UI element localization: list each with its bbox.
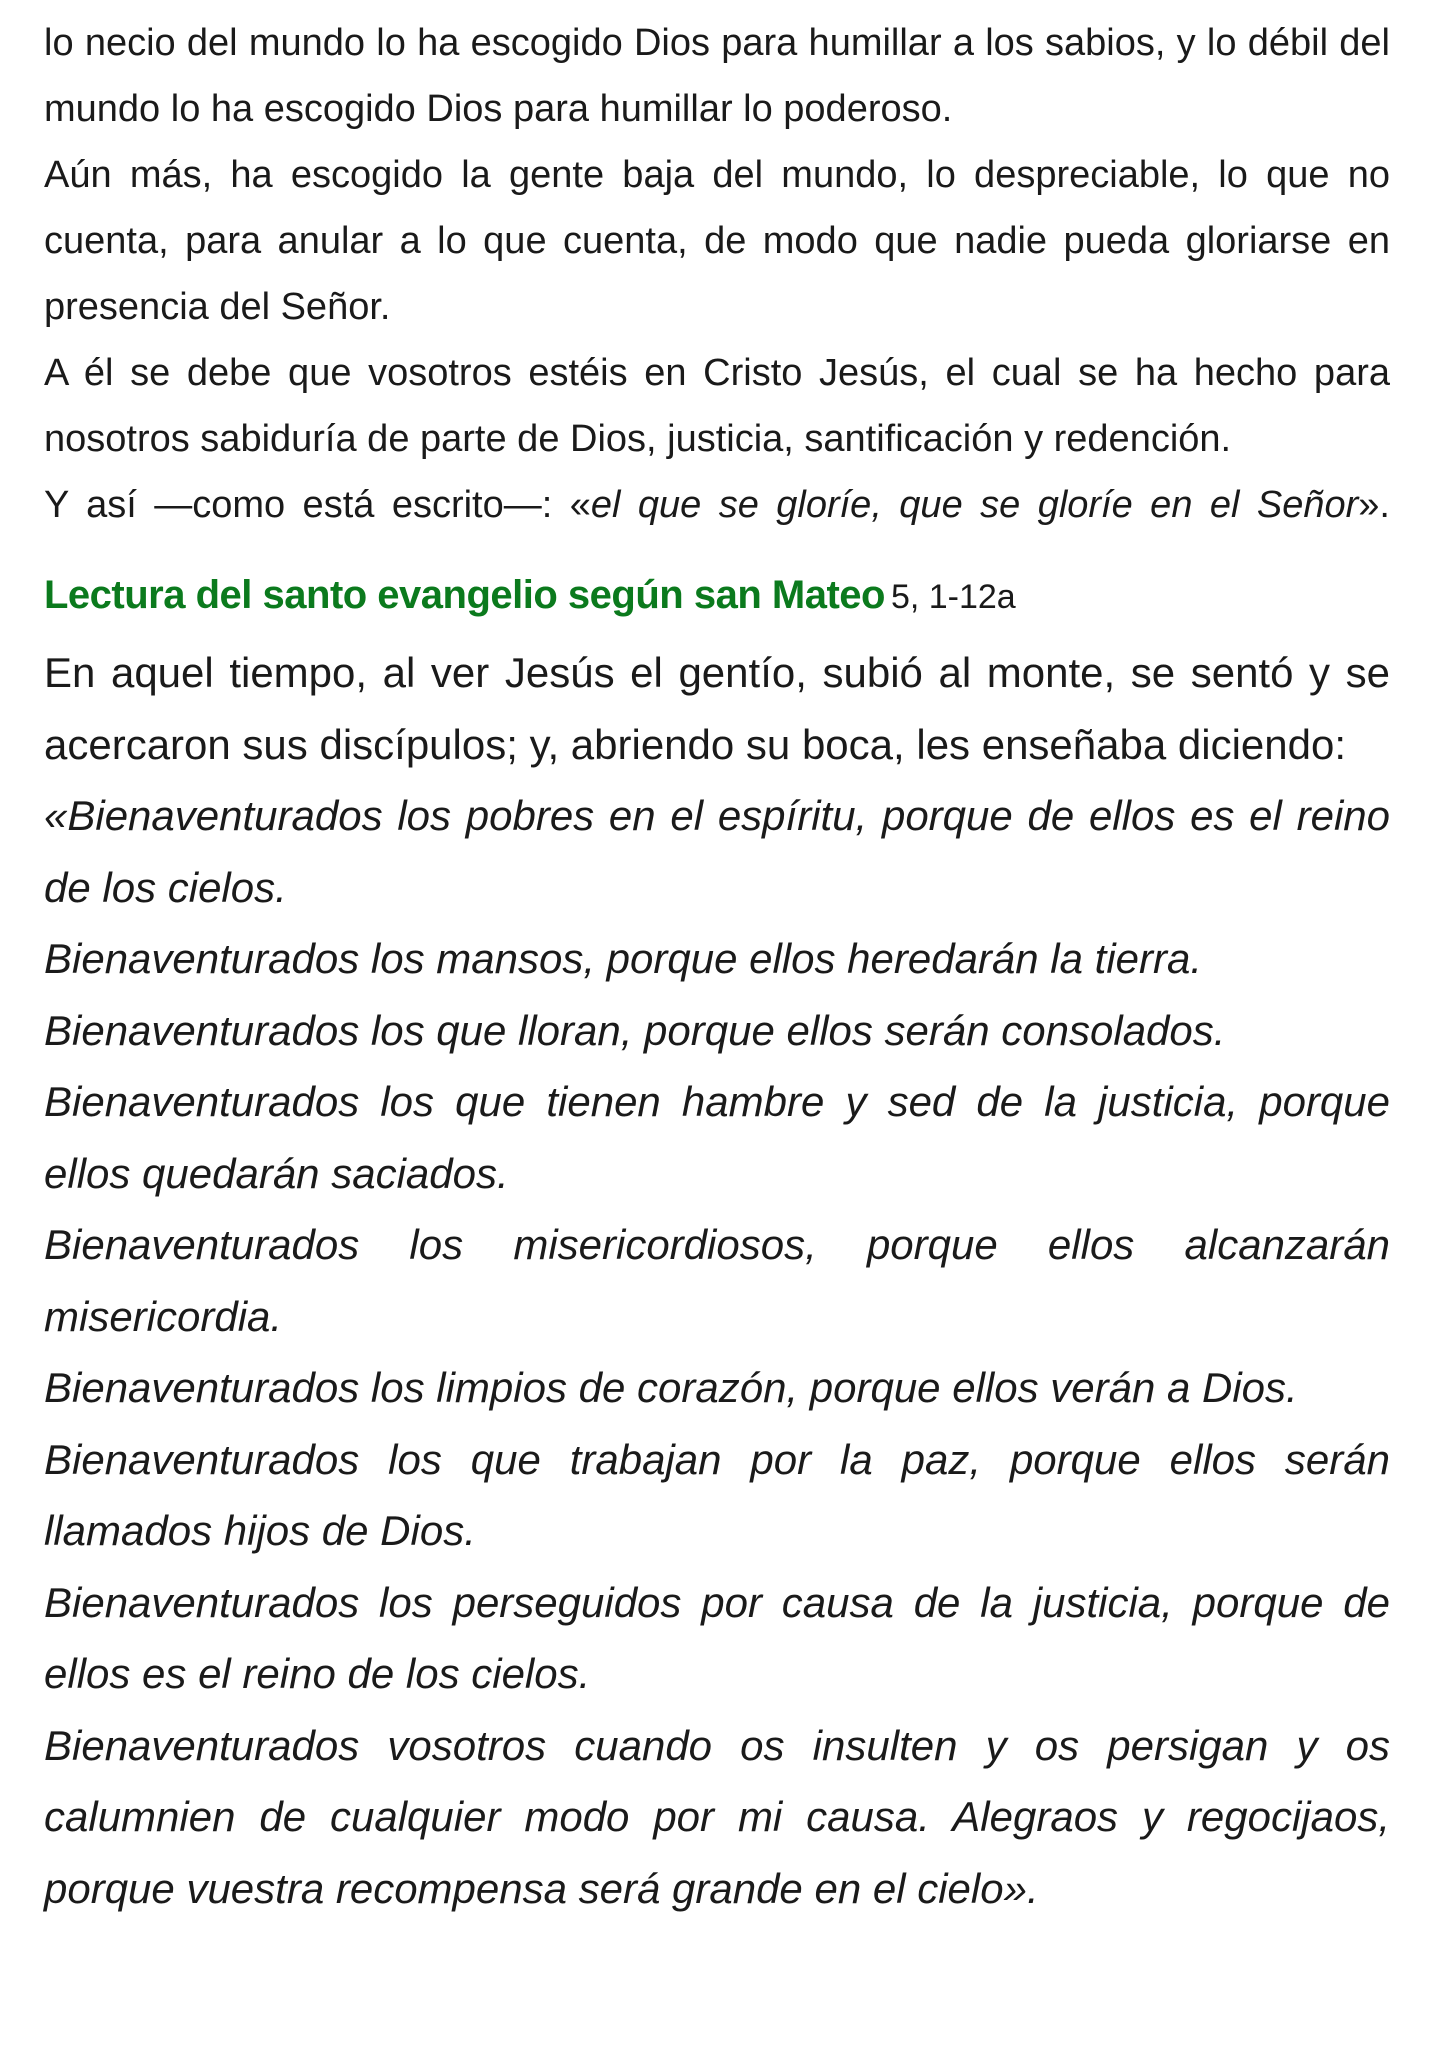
closing-quote: el que se gloríe, que se gloríe en el Señor xyxy=(590,484,1359,526)
gospel-reference: 5, 1-12a xyxy=(890,578,1016,616)
closing-prefix: Y así —como está escrito—: « xyxy=(44,484,591,526)
gospel-intro: En aquel tiempo, al ver Jesús el gentío, subió al monte, se sentó y se acercaron sus discípulos; y, abriendo su boca, les enseñaba diciendo: xyxy=(44,649,1390,768)
gospel-section xyxy=(44,562,1390,1924)
beatitude: Bienaventurados los que trabajan por la paz, porque ellos serán llamados hijos de Dios. xyxy=(44,1435,1390,1554)
beatitude: Bienaventurados los que tienen hambre y sed de la justicia, porque ellos quedarán saciados. xyxy=(44,1078,1390,1197)
first-reading-closing xyxy=(44,472,1390,538)
beatitude: Bienaventurados los perseguidos por causa de la justicia, porque de ellos es el reino de los cielos. xyxy=(44,1578,1390,1697)
beatitude: Bienaventurados vosotros cuando os insulten y os persigan y os calumnien de cualquier modo por mi causa. Alegraos y regocijaos, porque vuestra recompensa será grande en el cielo». xyxy=(44,1721,1390,1912)
beatitude: Bienaventurados los misericordiosos, porque ellos alcanzarán misericordia. xyxy=(44,1221,1390,1340)
first-reading-paragraph: Aún más, ha escogido la gente baja del mundo, lo despreciable, lo que no cuenta, para anular a lo que cuenta, de modo que nadie pueda gloriarse en presencia del Señor. xyxy=(44,154,1390,328)
gospel-heading xyxy=(44,562,1390,637)
beatitude: Bienaventurados los mansos, porque ellos heredarán la tierra. xyxy=(44,935,1203,982)
first-reading-paragraph: lo necio del mundo lo ha escogido Dios para humillar a los sabios, y lo débil del mundo lo ha escogido Dios para humillar lo poderoso. xyxy=(44,22,1390,130)
beatitude: Bienaventurados los limpios de corazón, porque ellos verán a Dios. xyxy=(44,1364,1298,1411)
first-reading-section xyxy=(44,10,1390,538)
first-reading-paragraph: A él se debe que vosotros estéis en Cristo Jesús, el cual se ha hecho para nosotros sabiduría de parte de Dios, justicia, santificación y redención. xyxy=(44,352,1390,460)
gospel-title: Lectura del santo evangelio según san Mateo xyxy=(44,573,885,617)
closing-suffix: ». xyxy=(1358,484,1390,526)
beatitude: Bienaventurados los que lloran, porque ellos serán consolados. xyxy=(44,1006,1226,1054)
beatitude: «Bienaventurados los pobres en el espíritu, porque de ellos es el reino de los cielos. xyxy=(44,792,1390,911)
